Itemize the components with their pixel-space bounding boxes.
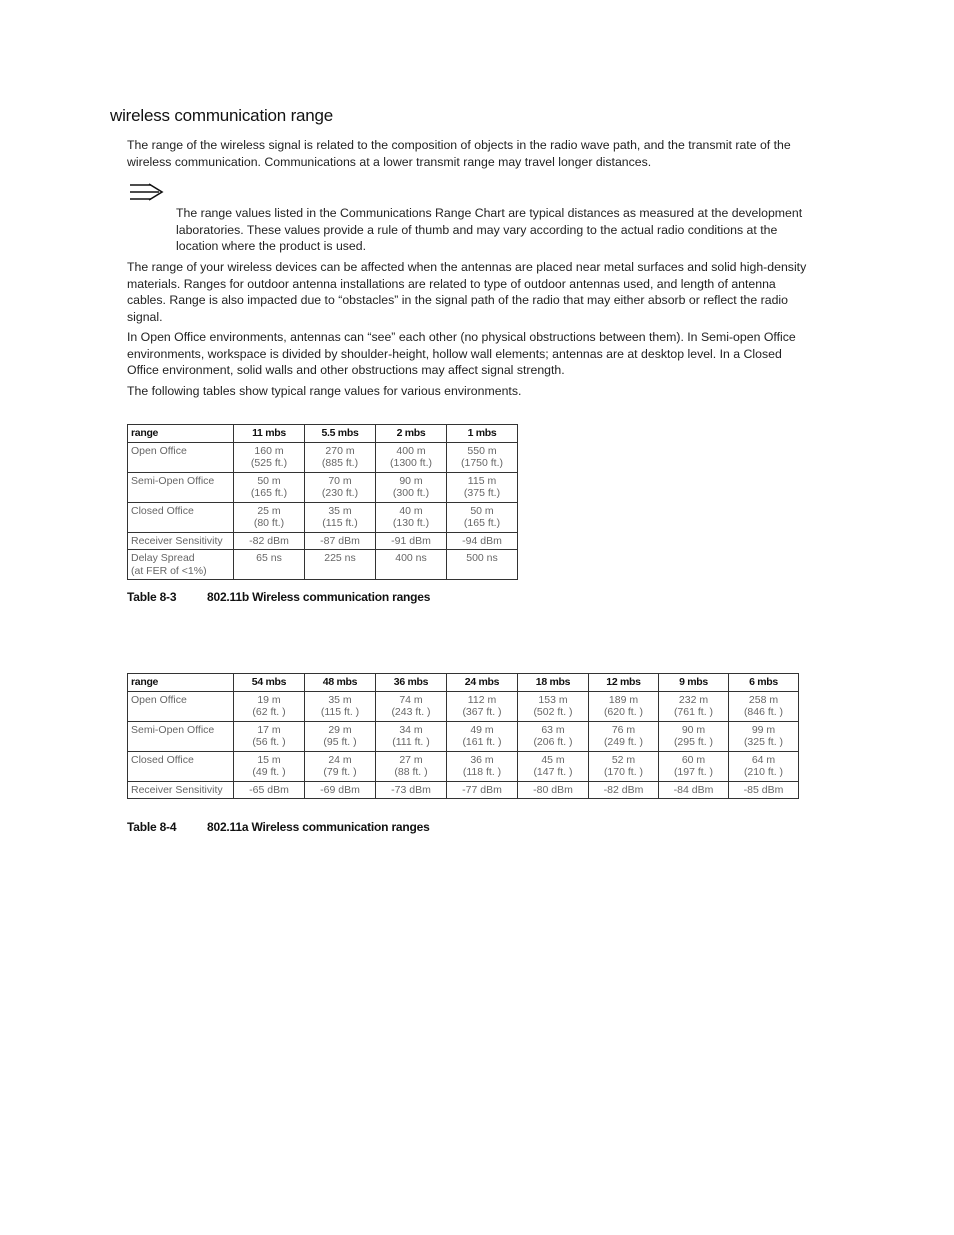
table-cell (305, 721, 376, 751)
cell-value: 70 m (328, 474, 352, 487)
cell-value-alt: (95 ft. ) (323, 736, 357, 748)
note-paragraph: The range values listed in the Communications Range Chart are typical distances as measured at the development laboratories. These values provide a rule of thumb and may vary according to the actual radio conditions at the location where the product is used. (176, 206, 803, 253)
table-row (128, 472, 518, 502)
column-header-rate: 9 mbs (659, 674, 729, 692)
row-label: Closed Office (128, 751, 234, 781)
column-header-rate: 1 mbs (447, 425, 518, 443)
cell-value-alt: (1300 ft.) (389, 457, 433, 469)
cell-value: 115 m (467, 474, 497, 487)
table-cell (376, 502, 447, 532)
intro-paragraph: The range of the wireless signal is related to the composition of objects in the radio wave path, and the transmit rate of the wireless communication. Communications at a lower transmit range may travel longer distances. (127, 138, 791, 169)
table-cell (659, 751, 729, 781)
cell-value: 90 m (399, 474, 423, 487)
cell-value: 500 ns (466, 552, 498, 564)
cell-value: 29 m (328, 723, 352, 736)
caption-number: Table 8-4 (127, 820, 177, 834)
cell-value-alt: (206 ft. ) (533, 736, 573, 748)
cell-value: 153 m (538, 693, 568, 706)
table-8-4-caption (127, 820, 430, 834)
cell-value-alt: (56 ft. ) (252, 736, 286, 748)
cell-value-alt: (115 ft.) (322, 517, 358, 529)
cell-value: -94 dBm (462, 534, 502, 547)
cell-value-alt: (325 ft. ) (743, 736, 784, 748)
row-label: Receiver Sensitivity (128, 781, 234, 799)
cell-value-alt: (62 ft. ) (252, 706, 286, 718)
cell-value: -65 dBm (249, 783, 289, 796)
cell-value: 24 m (328, 753, 352, 766)
table-cell (305, 691, 376, 721)
table-cell (234, 502, 305, 532)
note-arrow-icon (129, 182, 165, 202)
table-cell (305, 472, 376, 502)
table-row (128, 751, 799, 781)
table-cell (589, 751, 659, 781)
row-label: Semi-Open Office (128, 472, 234, 502)
caption-number: Table 8-3 (127, 590, 177, 604)
table-cell (589, 781, 659, 799)
cell-value-alt: (147 ft. ) (533, 766, 573, 778)
cell-value-alt: (165 ft.) (463, 517, 501, 529)
cell-value: -84 dBm (673, 783, 714, 796)
table-cell (447, 721, 518, 751)
row-label: Delay Spread (at FER of <1%) (128, 550, 234, 580)
cell-value-alt: (761 ft. ) (673, 706, 714, 718)
table-cell (305, 550, 376, 580)
cell-value-alt: (249 ft. ) (603, 736, 644, 748)
cell-value-alt: (197 ft. ) (673, 766, 714, 778)
table-cell (447, 532, 518, 550)
table-cell (729, 781, 799, 799)
caption-text: 802.11a Wireless communication ranges (207, 820, 430, 834)
cell-value: 40 m (399, 504, 423, 517)
column-header-rate: 54 mbs (234, 674, 305, 692)
cell-value-alt: (118 ft. ) (462, 766, 502, 778)
cell-value-alt: (111 ft. ) (392, 736, 430, 748)
cell-value-alt: (230 ft.) (321, 487, 359, 499)
table-header-row (128, 674, 799, 692)
cell-value: 99 m (751, 723, 776, 736)
table-cell (729, 721, 799, 751)
cell-value-alt: (165 ft.) (250, 487, 288, 499)
cell-value: 50 m (257, 474, 281, 487)
table-cell (589, 691, 659, 721)
cell-value-alt: (115 ft. ) (320, 706, 360, 718)
cell-value: 19 m (257, 693, 281, 706)
cell-value: 400 m (396, 444, 426, 457)
cell-value-alt: (161 ft. ) (462, 736, 502, 748)
column-header-rate: 12 mbs (589, 674, 659, 692)
table-row (128, 781, 799, 799)
table-cell (305, 751, 376, 781)
table-8-3-caption (127, 590, 430, 604)
row-label: Receiver Sensitivity (128, 532, 234, 550)
cell-value: 17 m (257, 723, 281, 736)
cell-value-alt: (367 ft. ) (462, 706, 502, 718)
table-cell (659, 781, 729, 799)
cell-value: -91 dBm (391, 534, 431, 547)
cell-value: 34 m (399, 723, 423, 736)
cell-value-alt: (295 ft. ) (673, 736, 714, 748)
table-cell (447, 781, 518, 799)
cell-value: 270 m (325, 444, 355, 457)
cell-value: 65 ns (256, 552, 282, 564)
table-cell (729, 691, 799, 721)
row-label: Open Office (128, 442, 234, 472)
section-heading: wireless communication range (110, 106, 334, 125)
cell-value-alt: (80 ft.) (253, 517, 285, 529)
table-cell (447, 751, 518, 781)
cell-value: 50 m (470, 504, 494, 517)
cell-value: 52 m (611, 753, 636, 766)
cell-value: 550 m (467, 444, 497, 457)
cell-value-alt: (210 ft. ) (743, 766, 784, 778)
cell-value: 35 m (328, 693, 352, 706)
column-header-range: range (128, 425, 234, 443)
cell-value: 232 m (678, 693, 709, 706)
cell-value-alt: (620 ft. ) (603, 706, 644, 718)
cell-value: -77 dBm (462, 783, 502, 796)
column-header-rate: 2 mbs (376, 425, 447, 443)
table-80211b-ranges (127, 424, 518, 580)
cell-value: 49 m (470, 723, 494, 736)
column-header-range: range (128, 674, 234, 692)
column-header-rate: 11 mbs (234, 425, 305, 443)
table-cell (659, 721, 729, 751)
table-cell (305, 502, 376, 532)
table-cell (234, 442, 305, 472)
cell-value-alt: (300 ft.) (392, 487, 430, 499)
table-cell (447, 550, 518, 580)
table-cell (376, 781, 447, 799)
tables-intro-paragraph: The following tables show typical range values for various environments. (127, 384, 522, 398)
cell-value: 45 m (541, 753, 565, 766)
antenna-paragraph: The range of your wireless devices can be affected when the antennas are placed near metal surfaces and solid high-density materials. Ranges for outdoor antenna installations are related to type of outdoor antennas used, and length of antenna cables. Range is also impacted due to “obstacles” in the signal path of the radio that may either absorb or reflect the radio signal. (127, 260, 807, 324)
table-cell (659, 691, 729, 721)
table-cell (305, 442, 376, 472)
cell-value: -85 dBm (743, 783, 784, 796)
table-cell (518, 721, 589, 751)
cell-value: -73 dBm (391, 783, 431, 796)
table-cell (376, 721, 447, 751)
cell-value: 225 ns (324, 552, 356, 564)
cell-value: 36 m (470, 753, 494, 766)
table-row (128, 550, 518, 580)
cell-value-alt: (243 ft. ) (391, 706, 431, 718)
cell-value: 27 m (399, 753, 423, 766)
table-cell (518, 781, 589, 799)
table-row (128, 691, 799, 721)
table-80211a-ranges (127, 673, 799, 799)
table-row (128, 442, 518, 472)
cell-value: 25 m (257, 504, 281, 517)
cell-value: -87 dBm (320, 534, 360, 547)
table-cell (447, 691, 518, 721)
table-cell (305, 781, 376, 799)
cell-value-alt: (502 ft. ) (533, 706, 573, 718)
cell-value: -80 dBm (533, 783, 573, 796)
cell-value: 258 m (748, 693, 779, 706)
table-cell (376, 751, 447, 781)
table-cell (234, 751, 305, 781)
cell-value-alt: (130 ft.) (392, 517, 430, 529)
table-header-row (128, 425, 518, 443)
cell-value: 400 ns (395, 552, 427, 564)
table-cell (376, 532, 447, 550)
table-cell (234, 781, 305, 799)
table-cell (234, 532, 305, 550)
cell-value-alt: (885 ft.) (321, 457, 359, 469)
cell-value-alt: (49 ft. ) (252, 766, 286, 778)
cell-value: 35 m (328, 504, 352, 517)
cell-value: 63 m (541, 723, 565, 736)
table-cell (518, 691, 589, 721)
column-header-rate: 18 mbs (518, 674, 589, 692)
cell-value: -82 dBm (249, 534, 289, 547)
column-header-rate: 36 mbs (376, 674, 447, 692)
cell-value: 90 m (681, 723, 706, 736)
table-cell (376, 442, 447, 472)
column-header-rate: 48 mbs (305, 674, 376, 692)
row-label: Closed Office (128, 502, 234, 532)
cell-value: -69 dBm (320, 783, 360, 796)
cell-value: 64 m (751, 753, 776, 766)
row-label: Open Office (128, 691, 234, 721)
table-row (128, 532, 518, 550)
table-cell (234, 721, 305, 751)
row-label: Semi-Open Office (128, 721, 234, 751)
caption-text: 802.11b Wireless communication ranges (207, 590, 431, 604)
cell-value: 189 m (608, 693, 639, 706)
table-cell (376, 691, 447, 721)
table-cell (376, 550, 447, 580)
cell-value-alt: (846 ft. ) (743, 706, 784, 718)
cell-value-alt: (525 ft.) (250, 457, 288, 469)
table-cell (729, 751, 799, 781)
column-header-rate: 24 mbs (447, 674, 518, 692)
cell-value: 60 m (681, 753, 706, 766)
table-cell (234, 691, 305, 721)
cell-value-alt: (79 ft. ) (323, 766, 357, 778)
cell-value-alt: (170 ft. ) (603, 766, 644, 778)
table-cell (305, 532, 376, 550)
table-cell (447, 442, 518, 472)
cell-value-alt: (88 ft. ) (394, 766, 428, 778)
table-cell (234, 550, 305, 580)
cell-value: -82 dBm (603, 783, 644, 796)
environments-paragraph: In Open Office environments, antennas can “see” each other (no physical obstructions between them). In Semi-open Office environments, workspace is divided by shoulder-height, hollow wall elements; antennas are at desktop level. In a Closed Office environment, solid walls and other obstructions may affect signal strength. (127, 330, 796, 377)
table-cell (589, 721, 659, 751)
table-cell (447, 502, 518, 532)
table-row (128, 721, 799, 751)
cell-value: 15 m (257, 753, 281, 766)
table-cell (447, 472, 518, 502)
table-row (128, 502, 518, 532)
cell-value: 160 m (254, 444, 284, 457)
cell-value-alt: (1750 ft.) (460, 457, 504, 469)
column-header-rate: 6 mbs (729, 674, 799, 692)
table-cell (518, 751, 589, 781)
column-header-rate: 5.5 mbs (305, 425, 376, 443)
cell-value: 112 m (467, 693, 497, 706)
table-cell (234, 472, 305, 502)
cell-value: 74 m (399, 693, 423, 706)
cell-value-alt: (375 ft.) (463, 487, 501, 499)
cell-value: 76 m (611, 723, 636, 736)
table-cell (376, 472, 447, 502)
